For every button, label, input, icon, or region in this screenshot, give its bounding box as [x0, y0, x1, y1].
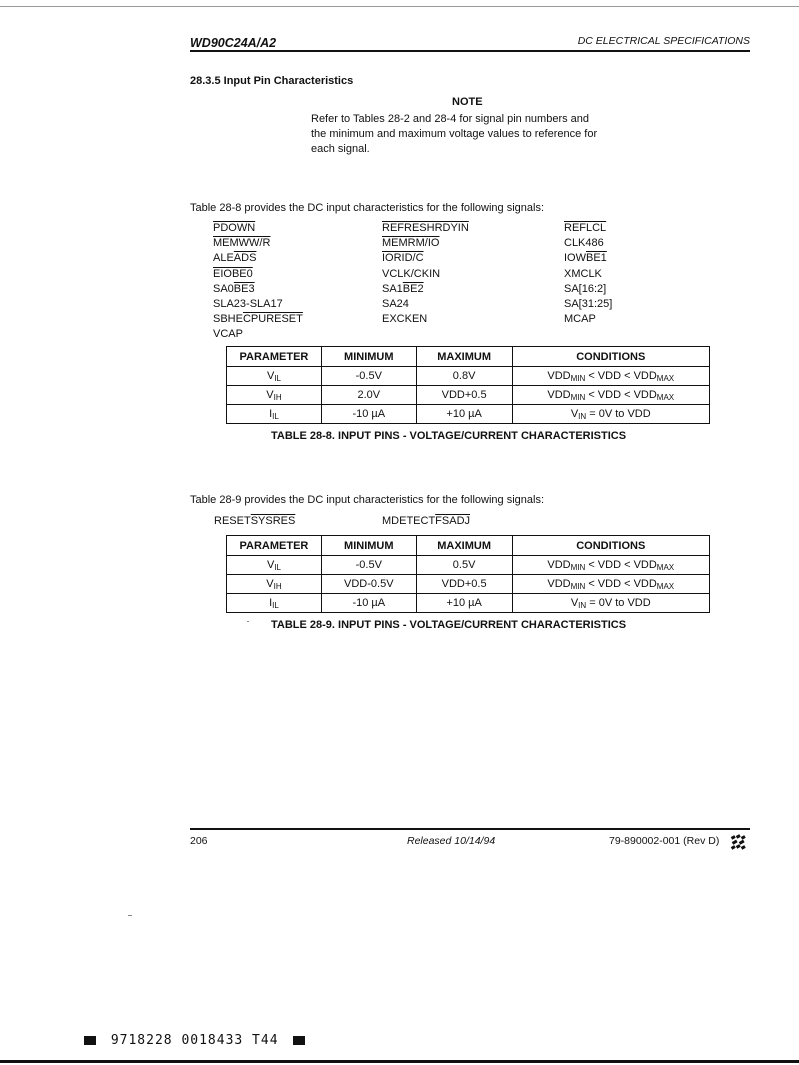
- cell-minimum: -10 µA: [321, 405, 416, 424]
- cell-minimum: -10 µA: [321, 594, 416, 613]
- cell-minimum: 2.0V: [321, 386, 416, 405]
- signal-list-col2: [382, 221, 469, 327]
- col-header-minimum: MINIMUM: [321, 347, 416, 367]
- cell-minimum: VDD-0.5V: [321, 575, 416, 594]
- signal-name: [564, 267, 612, 282]
- signal-name: [213, 312, 303, 327]
- cell-minimum: -0.5V: [321, 556, 416, 575]
- signal-name-part: CPURESET: [242, 313, 303, 326]
- signal-name-part: IORID/C: [382, 252, 424, 265]
- col-header-parameter: PARAMETER: [227, 347, 322, 367]
- note-line: Refer to Tables 28-2 and 28-4 for signal pin numbers and: [311, 113, 590, 125]
- scan-block-left: [84, 1036, 96, 1045]
- cond-subscript: MIN: [570, 562, 586, 572]
- signal-name-part: SA[16:2]: [564, 282, 607, 295]
- signal-name: [382, 312, 469, 327]
- table-header-row: [227, 347, 710, 367]
- cell-parameter: [227, 594, 322, 613]
- signal-name: [382, 297, 469, 312]
- signal-name-part: MEMR: [382, 237, 416, 250]
- signal-name-part: SYSRES: [250, 515, 296, 527]
- signal-name-part: RESET: [214, 515, 251, 527]
- signal-name-part: ALE: [213, 252, 234, 265]
- cell-conditions: [512, 367, 709, 386]
- signal-name-part: REFLCL: [564, 222, 607, 234]
- table-row: [227, 556, 710, 575]
- cell-parameter: [227, 405, 322, 424]
- table-row: [227, 367, 710, 386]
- col-header-maximum: MAXIMUM: [416, 347, 512, 367]
- signal-list-col1: [213, 221, 303, 343]
- cell-minimum: -0.5V: [321, 367, 416, 386]
- table1-caption: TABLE 28-8. INPUT PINS - VOLTAGE/CURRENT CHARACTERISTICS: [271, 430, 627, 442]
- signal-name-part: VCAP: [213, 328, 243, 341]
- cond-symbol: V: [570, 407, 579, 420]
- scan-code-text: 9718228 0018433 T44: [110, 1033, 279, 1048]
- wd-logo-icon: [730, 834, 746, 850]
- signal-name-part: MEMW: [213, 237, 250, 250]
- cond-symbol: VDD: [547, 577, 571, 590]
- footer-rule: [190, 828, 750, 830]
- cond-symbol: VDD: [547, 388, 571, 401]
- cond-text: < VDD < VDD: [585, 558, 657, 571]
- table2-caption: TABLE 28-9. INPUT PINS - VOLTAGE/CURRENT CHARACTERISTICS: [271, 619, 627, 631]
- signal-reset-sysres: [214, 515, 295, 527]
- note-body: [311, 112, 641, 157]
- col-header-parameter: PARAMETER: [227, 536, 322, 556]
- cond-text: = 0V to VDD: [586, 407, 651, 420]
- cell-parameter: [227, 367, 322, 386]
- signal-name: [382, 282, 469, 297]
- signal-name: [564, 312, 612, 327]
- scan-code-line: [84, 1033, 305, 1048]
- col-header-conditions: CONDITIONS: [512, 536, 709, 556]
- note-line: each signal.: [311, 143, 370, 155]
- cond-text: < VDD < VDD: [585, 577, 657, 590]
- cond-text: = 0V to VDD: [586, 596, 651, 609]
- signal-name: [382, 267, 469, 282]
- signal-name: [564, 236, 612, 251]
- cell-parameter: [227, 386, 322, 405]
- signal-name-part: PDOWN: [213, 222, 256, 234]
- page-bottom-edge: [0, 1060, 799, 1063]
- signal-name-part: REFRESH: [382, 222, 435, 234]
- signal-name-part: SA24: [382, 298, 409, 311]
- header-rule: [190, 50, 750, 52]
- signal-name: [382, 251, 469, 266]
- cell-conditions: [512, 575, 709, 594]
- cell-maximum: VDD+0.5: [416, 386, 512, 405]
- cell-maximum: 0.5V: [416, 556, 512, 575]
- cond-subscript: MAX: [656, 392, 675, 402]
- signal-name: [213, 251, 303, 266]
- signal-name-part: CLK486: [564, 237, 604, 250]
- cond-subscript: MAX: [656, 581, 675, 591]
- signal-name-part: MCAP: [564, 313, 596, 326]
- signal-name-part: SA0: [213, 282, 234, 295]
- scan-speck: [247, 621, 249, 622]
- cond-text: < VDD < VDD: [585, 369, 657, 382]
- signal-name-part: SA1: [382, 282, 403, 295]
- table-28-9: [226, 535, 710, 613]
- footer-page-number: 206: [190, 835, 208, 847]
- signal-name-part: BE0: [231, 267, 253, 280]
- signal-name-part: MDETECT: [382, 515, 436, 527]
- table-row: [227, 386, 710, 405]
- param-subscript: IL: [274, 562, 281, 572]
- signal-name: [213, 327, 303, 342]
- cond-text: < VDD < VDD: [585, 388, 657, 401]
- signal-name-part: SA[31:25]: [564, 298, 613, 311]
- signal-name-part: BE1: [586, 252, 607, 265]
- param-symbol: V: [266, 558, 275, 571]
- signal-name: [564, 221, 612, 236]
- footer-doc-number: 79-890002-001 (Rev D): [609, 835, 720, 847]
- table-row: [227, 575, 710, 594]
- signal-name: [213, 282, 303, 297]
- col-header-maximum: MAXIMUM: [416, 536, 512, 556]
- page-edge-line: [0, 6, 799, 7]
- table-row: [227, 594, 710, 613]
- signal-name-part: EXCKEN: [382, 313, 428, 326]
- signal-name: [213, 221, 303, 236]
- header-section-name: DC ELECTRICAL SPECIFICATIONS: [577, 35, 750, 47]
- cond-subscript: MAX: [656, 562, 675, 572]
- signal-name-part: RDYIN: [434, 222, 469, 234]
- col-header-conditions: CONDITIONS: [512, 347, 709, 367]
- param-symbol: I: [269, 596, 273, 609]
- cond-subscript: IN: [578, 411, 587, 421]
- param-subscript: IL: [272, 411, 279, 421]
- signal-name: [564, 297, 612, 312]
- cell-parameter: [227, 556, 322, 575]
- cell-conditions: [512, 594, 709, 613]
- cell-maximum: +10 µA: [416, 405, 512, 424]
- cell-maximum: +10 µA: [416, 594, 512, 613]
- cell-maximum: VDD+0.5: [416, 575, 512, 594]
- table-header-row: [227, 536, 710, 556]
- param-symbol: I: [269, 407, 273, 420]
- signal-name-part: IOW: [564, 252, 586, 265]
- table-28-8: [226, 346, 710, 424]
- cond-symbol: VDD: [547, 369, 571, 382]
- signal-name: [213, 297, 303, 312]
- cell-maximum: 0.8V: [416, 367, 512, 386]
- cell-conditions: [512, 386, 709, 405]
- cond-symbol: VDD: [547, 558, 571, 571]
- section-title: 28.3.5 Input Pin Characteristics: [190, 75, 354, 87]
- signal-name: [213, 236, 303, 251]
- cond-subscript: MAX: [656, 373, 675, 383]
- signal-name: [382, 221, 469, 236]
- signal-name-part: SBHE: [213, 313, 243, 326]
- scan-mark: [128, 915, 132, 916]
- param-subscript: IL: [274, 373, 281, 383]
- signal-name-part: VCLK/CKIN: [382, 267, 441, 280]
- cell-conditions: [512, 405, 709, 424]
- param-symbol: V: [266, 577, 274, 590]
- note-line: the minimum and maximum voltage values to reference for: [311, 128, 598, 140]
- signal-name-part: $\overline{ADS}$: [233, 252, 257, 265]
- param-symbol: V: [266, 369, 275, 382]
- signal-name: [564, 282, 612, 297]
- table-row: [227, 405, 710, 424]
- signal-mdetect-fsadj: [382, 515, 470, 527]
- signal-name: [213, 267, 303, 282]
- cell-parameter: [227, 575, 322, 594]
- scan-block-right: [293, 1036, 305, 1045]
- cond-subscript: MIN: [570, 373, 586, 383]
- signal-name-part: $\overline{EIO}$: [213, 267, 232, 280]
- signal-name-part: XMCLK: [564, 267, 602, 280]
- note-title: NOTE: [452, 96, 483, 108]
- signal-name: [382, 236, 469, 251]
- signal-name-part: M/IO: [415, 237, 440, 250]
- cond-symbol: V: [570, 596, 579, 609]
- signal-name: [564, 251, 612, 266]
- footer-release: Released 10/14/94: [407, 835, 496, 847]
- signal-name-part: SLA23-SLA17: [213, 298, 283, 311]
- signal-list-col3: [564, 221, 612, 327]
- table2-intro: Table 28-9 provides the DC input characteristics for the following signals:: [190, 494, 545, 506]
- signal-name-part: FSADJ: [435, 515, 471, 527]
- cond-subscript: IN: [578, 600, 587, 610]
- param-subscript: IL: [272, 600, 279, 610]
- param-subscript: IH: [273, 392, 282, 402]
- signal-name-part: W/R: [249, 237, 271, 250]
- cond-subscript: MIN: [570, 581, 586, 591]
- cell-conditions: [512, 556, 709, 575]
- col-header-minimum: MINIMUM: [321, 536, 416, 556]
- signal-name-part: BE2: [402, 282, 424, 295]
- param-subscript: IH: [273, 581, 282, 591]
- signal-name-part: BE3: [233, 282, 255, 295]
- cond-subscript: MIN: [570, 392, 586, 402]
- param-symbol: V: [266, 388, 274, 401]
- table1-intro: Table 28-8 provides the DC input characteristics for the following signals:: [190, 202, 545, 214]
- header-doc-id: WD90C24A/A2: [190, 36, 277, 50]
